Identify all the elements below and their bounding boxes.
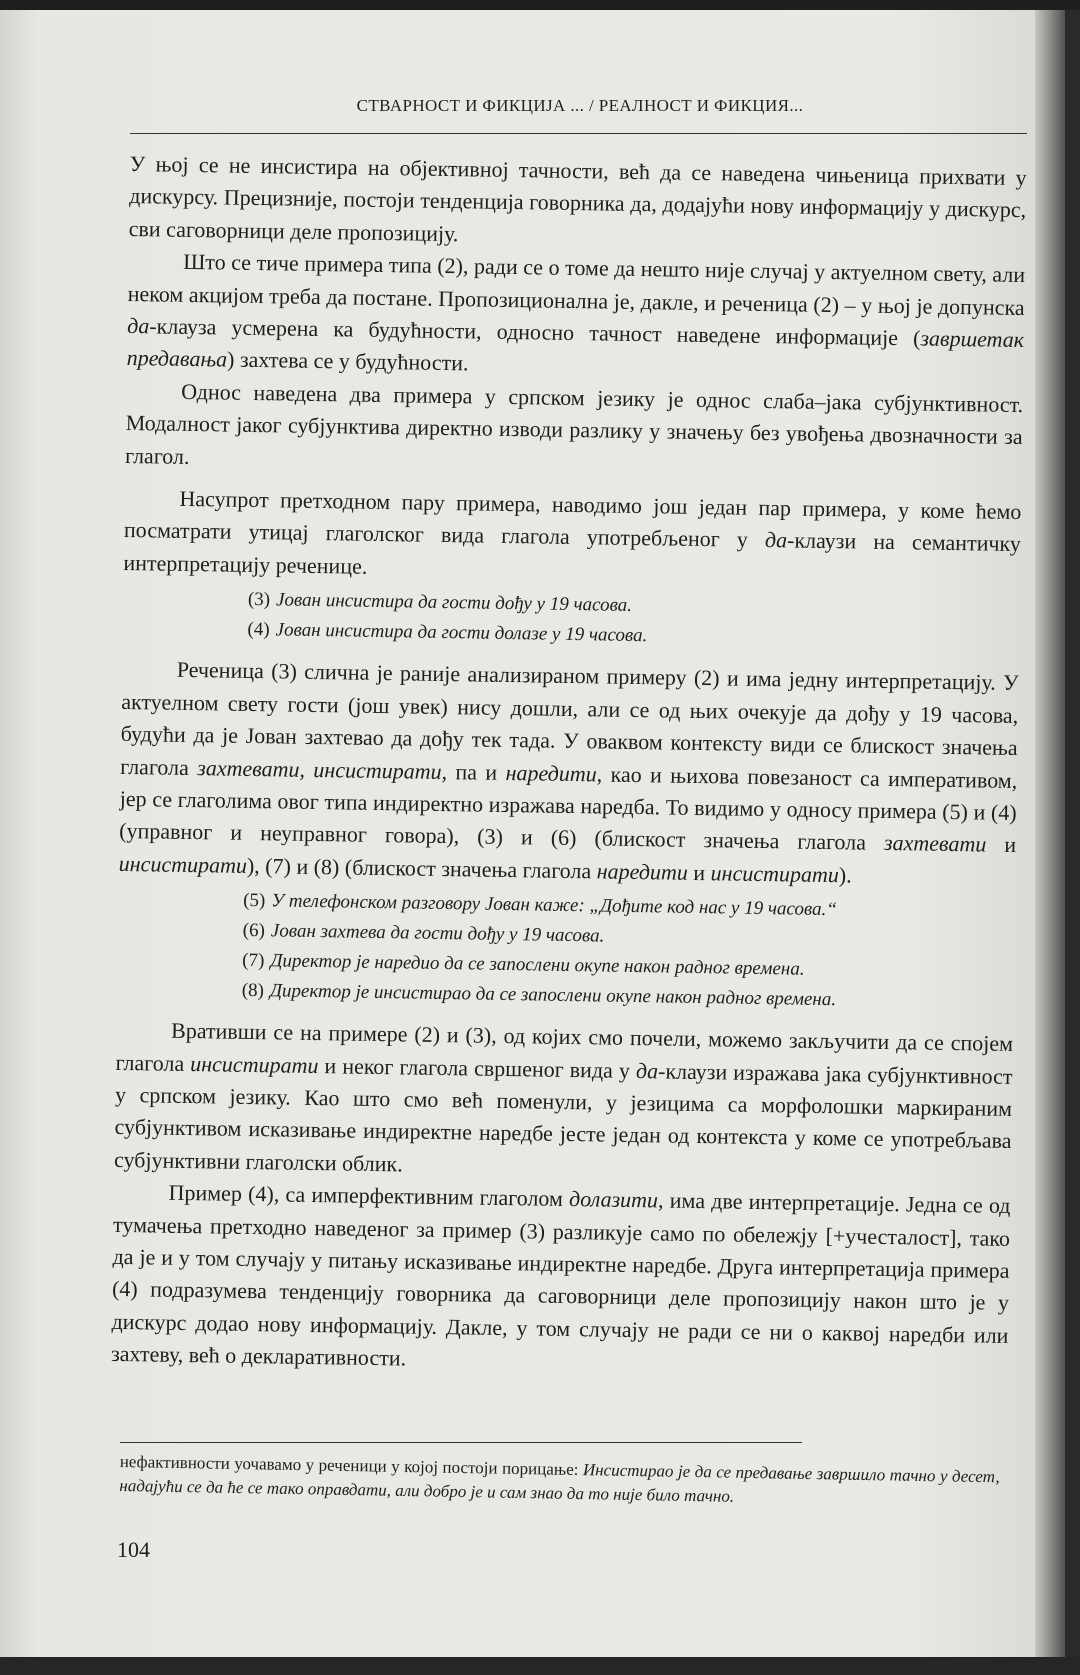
paragraph-5: Реченица (3) слична је раније анализираном примеру (2) и има једну интерпретацију. У актуелном свету гости (још увек) нису дошли, али се од њих очекује да дођу у 19 часова, будући да је Јован захтевао да дођу тек тада. У оваквом контексту види се блискост значења глагола захтевати, инсистирати, па и наредити, као и њихова повезаност са императивом, јер се глаголима овог типа индиректно изражава наредба. То видимо у односу примера (5) и (4) (управног и неуправног говора), (3) и (6) (блискост значења глагола захтевати и инсистирати), (7) и (8) (блискост значења глагола наредити и инсистирати). bbox=[118, 657, 1019, 888]
body-text bbox=[111, 148, 1027, 1385]
example-item: (8) Директор је инсистирао да се запослени окупе након радног времена. bbox=[241, 979, 837, 1011]
paragraph-7: Пример (4), са имперфективним глаголом долазити, има две интерпретације. Једна се од тумачења претходно наведеног за пример (3) разликује само по обележју [+учесталост], тако да је и у том случају у питању исказивање индиректне наредбе. Друга интерпретација примера (4) подразумева тенденцију говорника да саговорници деле пропозицију након што је у дискурс додао нову информацију. Дакле, у том случају не ради се ни о каквој наредби или захтеву, већ о декларативности. bbox=[110, 1179, 1011, 1371]
footnote-rule bbox=[120, 1442, 802, 1443]
book-page bbox=[0, 10, 1065, 1660]
paragraph-3: Однос наведена два примера у српском језику је однос слаба–јака субјунктивност. Модалност јаког субјунктива директно изводи разлику у значењу без увођења двозначности за глагол. bbox=[124, 378, 1024, 469]
paragraph-6: Вративши се на примере (2) и (3), од којих смо почели, можемо закључити да се спојем глагола инсистирати и неког глагола свршеног вида у да-клаузи изражава јака субјунктивност у српском језику. Као што смо већ поменули, у језицима са морфолошки маркираним субјунктивом исказивање индиректне наредбе јесте један од контекста у коме се употребљава субјунктивни глаголски облик. bbox=[113, 1017, 1014, 1177]
paragraph-1: У њој се не инсистира на објективној тачности, већ да се наведена чињеница прихвати у дискурсу. Прецизније, постоји тенденција говорника да, додајући нову информацију у дискурс, сви саговорници деле пропозицију. bbox=[128, 150, 1027, 246]
paragraph-4: Насупрот претходном пару примера, наводимо још један пар примера, у коме ћемо посматрати утицај глаголског вида глагола употребљеног у да-клаузи на семантичку интерпретацију реченице. bbox=[123, 485, 1022, 579]
example-item: (5) У телефонском разговору Јован каже: „Дођите код нас у 19 часова.“ bbox=[243, 889, 838, 921]
running-header: СТВАРНОСТ И ФИКЦИЈА ... / РЕАЛНОСТ И ФИКЦИЯ... bbox=[356, 96, 804, 115]
examples-group-b bbox=[117, 884, 1016, 1018]
header-rule bbox=[130, 133, 1027, 134]
scanner-top-edge bbox=[0, 0, 1080, 10]
paragraph-2: Што се тиче примера типа (2), ради се о томе да нешто није случај у актуелном свету, али неком акцијом треба да постане. Пропозиционална је, дакле, и реченица (2) – у њој је допунска да-клауза усмерена ка будућности, односно тачност наведене информације (завршетак предавања) захтева се у будућности. bbox=[126, 249, 1026, 376]
book-spine-shadow bbox=[1035, 10, 1065, 1660]
example-item: (3) Јован инсистира да гости дођу у 19 часова. bbox=[247, 589, 633, 617]
example-item: (4) Јован инсистира да гости долазе у 19 часова. bbox=[247, 619, 648, 647]
page-number: 104 bbox=[117, 1537, 150, 1562]
example-item: (6) Јован захтева да гости дођу у 19 часова. bbox=[242, 919, 605, 947]
scanner-bottom-edge bbox=[0, 1657, 1080, 1675]
example-item: (7) Директор је наредио да се запослени окупе након радног времена. bbox=[242, 949, 805, 980]
footnote: нефактивности уочавамо у реченици у којој постоји порицање: Инсистирао је да се предавање завршило тачно у десет, надајући се да ће се тако оправдати, али добро је и сам знао да то није било тачно. bbox=[119, 1451, 1000, 1506]
